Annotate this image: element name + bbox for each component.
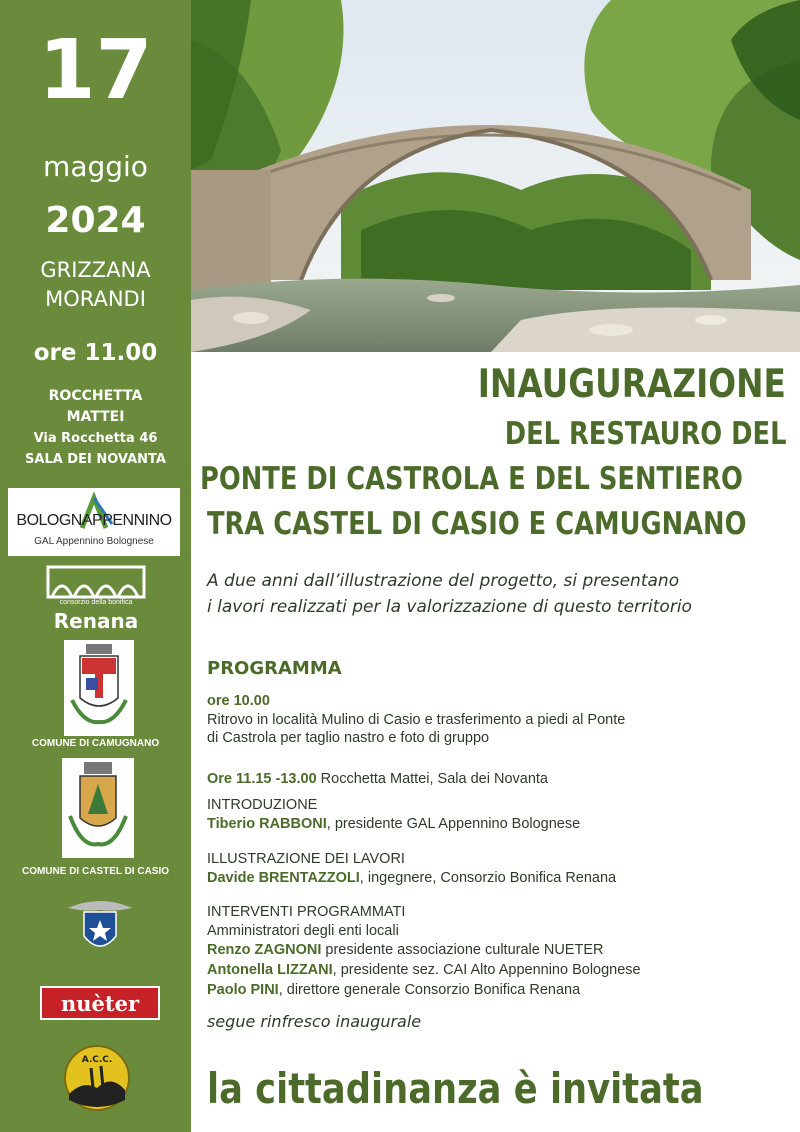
cai-logo bbox=[64, 894, 136, 960]
acc-logo bbox=[63, 1044, 131, 1112]
speaker-5-role: , direttore generale Consorzio Bonifica Renana bbox=[278, 982, 581, 998]
acc-text: A.C.C. bbox=[81, 1055, 113, 1065]
title-line-4: TRA CASTEL DI CASIO E CAMUGNANO bbox=[207, 506, 747, 542]
camugnano-crest bbox=[64, 640, 134, 736]
program-heading: PROGRAMMA bbox=[207, 658, 342, 679]
venue-line-3: Via Rocchetta 46 bbox=[33, 431, 158, 446]
title-inaugurazione: INAUGURAZIONE bbox=[477, 362, 786, 407]
title-line-3: PONTE DI CASTROLA E DEL SENTIERO bbox=[200, 461, 743, 497]
section-interventi-sub: Amministratori degli enti locali bbox=[207, 923, 399, 939]
speaker-brentazzoli bbox=[207, 869, 616, 887]
event-month: maggio bbox=[43, 150, 148, 183]
invitation-banner: la cittadinanza è invitata bbox=[207, 1064, 704, 1113]
castel-di-casio-crest bbox=[62, 758, 134, 858]
event-venue bbox=[0, 386, 191, 470]
program-desc-1-line-1: Ritrovo in località Mulino di Casio e trasferimento a piedi al Ponte bbox=[207, 712, 626, 728]
speaker-zagnoni bbox=[207, 941, 603, 959]
event-town bbox=[0, 256, 191, 314]
speaker-2-role: , ingegnere, Consorzio Bonifica Renana bbox=[359, 870, 617, 886]
speaker-3-role: presidente associazione culturale NUETER bbox=[321, 942, 604, 958]
castrola-bridge-image bbox=[191, 0, 800, 352]
speaker-3-name: Renzo ZAGNONI bbox=[207, 942, 322, 958]
speaker-1-role: , presidente GAL Appennino Bolognese bbox=[326, 816, 581, 832]
program-time-2: Ore 11.15 -13.00 bbox=[207, 771, 317, 787]
gal-name: BOLOGNAPPENNINO bbox=[16, 512, 172, 529]
hikers-icon bbox=[63, 1044, 131, 1112]
program-time-1: ore 10.00 bbox=[207, 693, 270, 709]
bridge-photo bbox=[191, 0, 800, 352]
nueter-logo bbox=[40, 986, 160, 1020]
section-illustrazione: ILLUSTRAZIONE DEI LAVORI bbox=[207, 851, 405, 867]
camugnano-shield-icon bbox=[64, 640, 134, 736]
title-line-2: DEL RESTAURO DEL bbox=[504, 416, 786, 452]
section-introduzione: INTRODUZIONE bbox=[207, 797, 318, 813]
program-session-2 bbox=[207, 770, 548, 788]
gal-subtitle: GAL Appennino Bolognese bbox=[34, 536, 154, 547]
castel-shield-icon bbox=[62, 758, 134, 858]
speaker-4-role: , presidente sez. CAI Alto Appennino Bolognese bbox=[332, 962, 641, 978]
intro-line-1: A due anni dall’illustrazione del progetto, si presentano bbox=[207, 571, 680, 591]
speaker-5-name: Paolo PINI bbox=[207, 982, 279, 998]
renana-consorzio: consorzio della bonifica bbox=[59, 599, 133, 606]
speaker-pini bbox=[207, 981, 580, 999]
renana-logo bbox=[40, 563, 152, 635]
program-desc-1-line-2: di Castrola per taglio nastro e foto di gruppo bbox=[207, 730, 490, 746]
event-time: ore 11.00 bbox=[33, 340, 158, 366]
castel-caption: COMUNE DI CASTEL DI CASIO bbox=[21, 866, 170, 877]
speaker-rabboni bbox=[207, 815, 580, 833]
camugnano-caption: COMUNE DI CAMUGNANO bbox=[31, 738, 160, 749]
speaker-1-name: Tiberio RABBONI bbox=[207, 816, 327, 832]
venue-line-1: ROCCHETTA bbox=[48, 388, 143, 404]
eagle-star-icon bbox=[64, 894, 136, 960]
speaker-lizzani bbox=[207, 961, 641, 979]
intro-text bbox=[207, 568, 692, 620]
town-line-1: GRIZZANA bbox=[40, 258, 151, 282]
event-year: 2024 bbox=[45, 200, 146, 241]
closing-note: segue rinfresco inaugurale bbox=[207, 1012, 422, 1031]
nueter-text: nuèter bbox=[60, 991, 140, 1016]
venue-line-2: MATTEI bbox=[66, 409, 125, 425]
arches-icon bbox=[40, 563, 152, 603]
section-interventi: INTERVENTI PROGRAMMATI bbox=[207, 904, 406, 920]
town-line-2: MORANDI bbox=[45, 287, 146, 311]
intro-line-2: i lavori realizzati per la valorizzazione di questo territorio bbox=[207, 597, 692, 617]
venue-line-4: SALA DEI NOVANTA bbox=[25, 452, 166, 467]
program-desc-2: Rocchetta Mattei, Sala dei Novanta bbox=[316, 771, 548, 787]
sidebar bbox=[0, 0, 191, 1132]
gal-appennino-logo bbox=[8, 488, 180, 556]
speaker-4-name: Antonella LIZZANI bbox=[207, 962, 333, 978]
speaker-2-name: Davide BRENTAZZOLI bbox=[207, 870, 360, 886]
renana-name: Renana bbox=[53, 609, 139, 633]
event-day: 17 bbox=[38, 23, 153, 118]
